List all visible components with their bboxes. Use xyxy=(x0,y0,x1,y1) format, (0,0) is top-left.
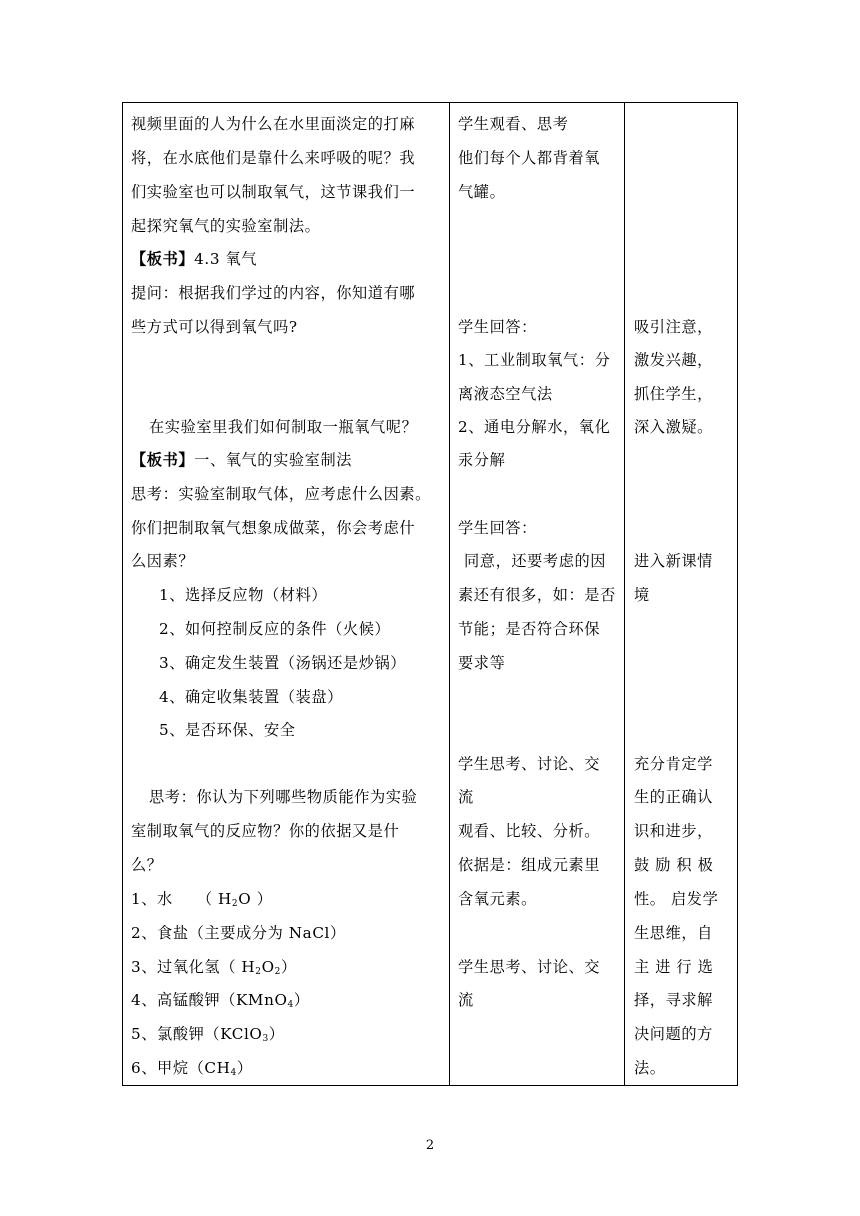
text-line: 素还有很多，如：是否 xyxy=(458,586,616,604)
substance-item: 2、食盐（主要成分为 NaCl） xyxy=(131,924,346,942)
text-line: 境 xyxy=(634,586,650,604)
text-line: 主 进 行 选 xyxy=(634,958,714,976)
text-line: 思考：实验室制取气体，应考虑什么因素。 xyxy=(131,485,431,503)
text-line: 么因素？ xyxy=(131,552,195,570)
substance-item: 3、过氧化氢（ $H_2O_2$） xyxy=(131,958,297,977)
substance-item: 5、氯酸钾（KClO$_3$） xyxy=(131,1025,285,1044)
list-item: 2、如何控制反应的条件（火候） xyxy=(159,620,391,638)
text-line: 生思维，自 xyxy=(634,924,713,942)
text-line: 含氧元素。 xyxy=(458,890,537,908)
text-line: 生的正确认 xyxy=(634,788,713,806)
page-number: 2 xyxy=(425,1138,435,1153)
text-line: 决问题的方 xyxy=(634,1025,713,1043)
text-line: 同意，还要考虑的因 xyxy=(464,552,607,570)
text-line: 法。 xyxy=(634,1059,666,1077)
text-line: 择，寻求解 xyxy=(634,991,713,1009)
text-line: 起探究氧气的实验室制法。 xyxy=(131,217,321,235)
substance-item: 4、高锰酸钾（KMnO$_4$） xyxy=(131,991,310,1010)
text-line: 观看、比较、分析。 xyxy=(458,822,601,840)
text-line: 鼓 励 积 极 xyxy=(634,856,714,874)
text-line: 激发兴趣， xyxy=(634,351,713,369)
text-line: 要求等 xyxy=(458,654,506,672)
list-item: 3、确定发生装置（汤锅还是炒锅） xyxy=(159,654,407,672)
text-line: 2、通电分解水，氧化 xyxy=(458,418,611,436)
text-line: 提问：根据我们学过的内容，你知道有哪 xyxy=(131,284,416,302)
text-line: 在实验室里我们如何制取一瓶氧气呢？ xyxy=(149,418,418,436)
student-activity-cell xyxy=(450,103,625,1086)
text-line: 学生观看、思考 xyxy=(458,115,569,133)
board-note-title: 【板书】4.3 氧气 xyxy=(131,250,258,268)
teacher-activity-cell xyxy=(123,103,450,1086)
text-line: 深入激疑。 xyxy=(634,418,713,436)
text-line: 视频里面的人为什么在水里面淡定的打麻 xyxy=(131,115,416,133)
text-line: 们实验室也可以制取氧气，这节课我们一 xyxy=(131,183,416,201)
text-line: 么？ xyxy=(131,856,163,874)
text-line: 依据是：组成元素里 xyxy=(458,856,601,874)
text-line: 你们把制取氧气想象成做菜，你会考虑什 xyxy=(131,519,416,537)
text-line: 流 xyxy=(458,788,474,806)
text-line: 充分肯定学 xyxy=(634,755,713,773)
text-line: 气罐。 xyxy=(458,183,506,201)
text-line: 思考：你认为下列哪些物质能作为实验 xyxy=(149,788,418,806)
text-line: 离液态空气法 xyxy=(458,385,553,403)
text-line: 学生思考、讨论、交 xyxy=(458,755,601,773)
text-line: 将，在水底他们是靠什么来呼吸的呢？我 xyxy=(131,149,416,167)
text-line: 1、工业制取氧气：分 xyxy=(458,351,611,369)
text-line: 流 xyxy=(458,991,474,1009)
substance-item: 6、甲烷$(CH_4)$ xyxy=(131,1059,253,1078)
text-line: 室制取氧气的反应物？你的依据又是什 xyxy=(131,822,400,840)
design-intent-cell xyxy=(625,103,738,1086)
board-note-section: 【板书】一、氧气的实验室制法 xyxy=(131,451,353,469)
substance-item: 1、水 （ $H_2O$ ） xyxy=(131,890,273,909)
list-item: 1、选择反应物（材料） xyxy=(159,586,328,604)
text-line: 些方式可以得到氧气吗? xyxy=(131,318,298,336)
text-line: 学生回答： xyxy=(458,318,537,336)
text-line: 学生回答： xyxy=(458,519,537,537)
text-line: 节能；是否符合环保 xyxy=(458,620,601,638)
list-item: 4、确定收集装置（装盘） xyxy=(159,688,343,706)
text-line: 抓住学生， xyxy=(634,385,713,403)
text-line: 进入新课情 xyxy=(634,552,713,570)
lesson-plan-table xyxy=(122,102,738,1086)
text-line: 吸引注意， xyxy=(634,318,713,336)
text-line: 学生思考、讨论、交 xyxy=(458,958,601,976)
text-line: 性。 启发学 xyxy=(634,890,719,908)
list-item: 5、是否环保、安全 xyxy=(159,721,296,739)
text-line: 识和进步， xyxy=(634,822,713,840)
text-line: 汞分解 xyxy=(458,451,506,469)
text-line: 他们每个人都背着氧 xyxy=(458,149,601,167)
